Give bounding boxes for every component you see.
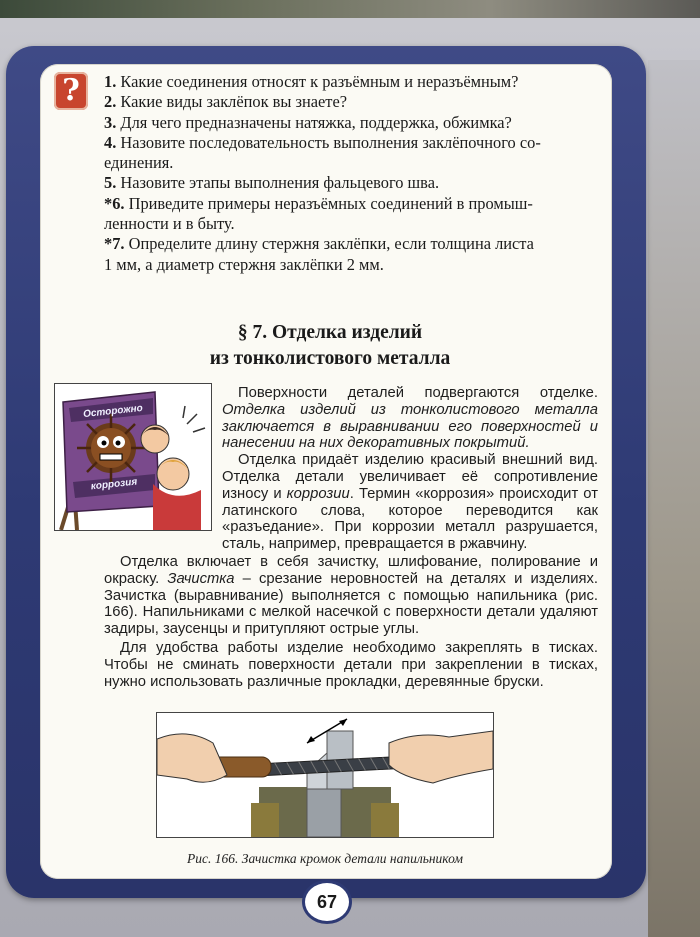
question-mark-icon: ? [54, 72, 88, 110]
paragraph-text: Поверхности деталей подвергаются отделке. [238, 385, 598, 401]
question-text: 1 мм, а диаметр стержня заклёпки 2 мм. [104, 254, 384, 274]
corrosion-illustration [54, 383, 212, 531]
question-number: *7. [104, 234, 125, 254]
question-number: 1. [104, 72, 117, 91]
paragraph-finishing [104, 554, 598, 638]
poster-banner-bottom: коррозия [90, 476, 138, 493]
paragraph-text: Отделка придаёт изделию красивый внешний вид. Отделка детали увеличивает её сопротивление износу и [222, 452, 598, 502]
question-text: Определите длину стержня заклёпки, если толщина листа [128, 234, 534, 254]
background-photo-right [648, 60, 700, 937]
paragraph-text: . Термин «коррозия» происходит от латинского слова, которое переводится как «разъедание». При коррозии металл разрушается, сталь, например, превращается в ржавчину. [222, 485, 598, 553]
section-title-line-1: § 7. Отделка изделий [237, 322, 423, 343]
definition-text: Отделка изделий из тонколистового металла заключается в выравнивании его поверхностей и нанесении на них декоративных покрытий. [222, 401, 598, 452]
paragraph-intro [222, 385, 598, 553]
question-text: ленности и в быту. [104, 214, 235, 234]
question-6-continued [104, 214, 600, 234]
question-number: 3. [104, 112, 117, 132]
question-text: Назовите этапы выполнения фальцевого шва. [120, 173, 440, 193]
paragraph-intro-lead [222, 385, 598, 452]
page-number: 67 [302, 880, 352, 924]
question-7 [104, 234, 600, 254]
question-4 [104, 133, 600, 153]
question-number: *6. [104, 193, 125, 213]
section-title [140, 320, 520, 372]
question-5 [104, 173, 600, 193]
question-1 [104, 72, 600, 92]
question-3 [104, 113, 600, 133]
question-4-continued [104, 153, 600, 173]
question-text: Назовите последовательность выполнения заклёпочного со- [120, 132, 541, 152]
term-cleaning: Зачистка [167, 570, 235, 587]
question-text: Какие соединения относят к разъёмным и неразъёмным? [120, 72, 519, 91]
question-2 [104, 92, 600, 112]
question-number: 5. [104, 173, 117, 193]
review-questions [104, 72, 600, 275]
term-corrosion: коррозии [286, 485, 350, 502]
question-text: единения. [104, 153, 174, 173]
paragraph-text: Для удобства работы изделие необходимо закреплять в тисках. Чтобы не сминать поверхности детали при закреплении в тисках, нужно использовать различные прокладки, деревянные бруски. [104, 640, 598, 690]
paragraph-text: – срезание неровностей на деталях и изделиях. Зачистка (выравнивание) выполняется с помощью напильника (рис. 166). Напильниками с мелкой насечкой с поверхности детали удаляют задиры, заусенцы и притупляют острые углы. [104, 570, 598, 638]
question-text: Приведите примеры неразъёмных соединений в промыш- [128, 193, 533, 213]
question-text: Какие виды заклёпок вы знаете? [120, 92, 348, 112]
figure-caption: Рис. 166. Зачистка кромок детали напильником [187, 851, 463, 866]
paragraph-vise [104, 640, 598, 690]
question-6 [104, 194, 600, 214]
poster-banner-top: Осторожно [82, 402, 144, 421]
background-photo-strip [0, 0, 700, 18]
question-number: 2. [104, 92, 117, 112]
section-title-line-2: из тонколистового металла [209, 348, 451, 369]
paragraph-text: Отделка включает в себя зачистку, шлифование, полирование и окраску. [104, 554, 598, 587]
question-7-continued [104, 255, 600, 275]
figure-166 [156, 712, 494, 838]
paragraph-corrosion [222, 452, 598, 553]
question-text: Для чего предназначены натяжка, поддержка, обжимка? [120, 112, 512, 132]
filing-illustration [157, 713, 493, 837]
question-number: 4. [104, 132, 117, 152]
